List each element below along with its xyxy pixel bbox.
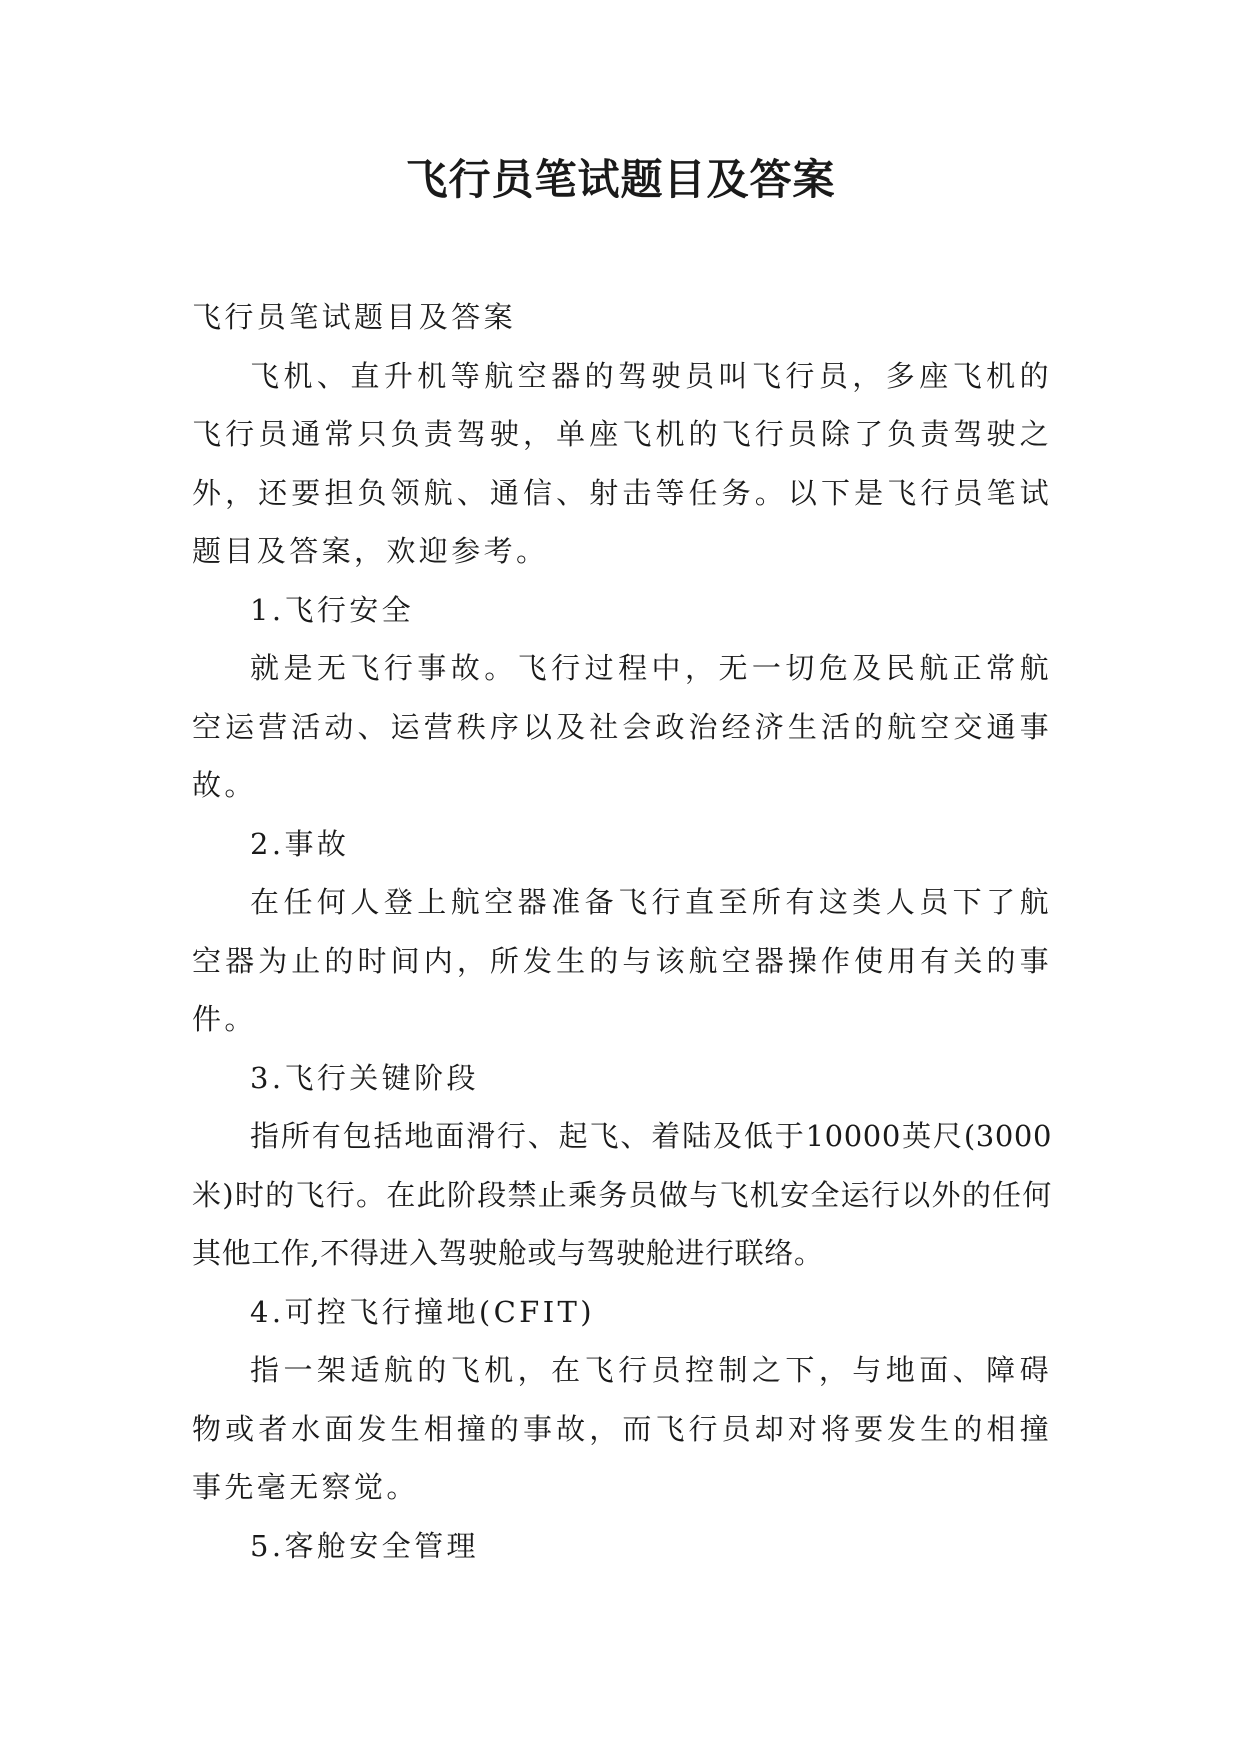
page-title: 飞行员笔试题目及答案 bbox=[405, 155, 836, 204]
section-heading-2: 2.事故 bbox=[250, 826, 350, 861]
section-heading-5: 5.客舱安全管理 bbox=[250, 1528, 479, 1563]
section-heading-4: 4.可控飞行撞地(CFIT) bbox=[250, 1294, 596, 1329]
section-text-2: 在任何人登上航空器准备飞行直至所有这类人员下了航空器为止的时间内，所发生的与该航空器操作使用有关的事件。 bbox=[192, 885, 1052, 1036]
section-heading-1: 1.飞行安全 bbox=[250, 592, 415, 627]
intro-paragraph: 飞机、直升机等航空器的驾驶员叫飞行员，多座飞机的飞行员通常只负责驾驶，单座飞机的飞行员除了负责驾驶之外，还要担负领航、通信、射击等任务。以下是飞行员笔试题目及答案，欢迎参考。 bbox=[192, 358, 1052, 568]
section-heading-3: 3.飞行关键阶段 bbox=[250, 1060, 479, 1095]
section-text-4: 指一架适航的飞机，在飞行员控制之下，与地面、障碍物或者水面发生相撞的事故，而飞行员却对将要发生的相撞事先毫无察觉。 bbox=[192, 1353, 1052, 1504]
section-text-3: 指所有包括地面滑行、起飞、着陆及低于10000英尺(3000米)时的飞行。在此阶段禁止乘务员做与飞机安全运行以外的任何其他工作,不得进入驾驶舱或与驾驶舱进行联络。 bbox=[192, 1119, 1052, 1270]
document-body bbox=[192, 288, 1052, 1575]
section-text-1: 就是无飞行事故。飞行过程中，无一切危及民航正常航空运营活动、运营秩序以及社会政治经济生活的航空交通事故。 bbox=[192, 651, 1052, 802]
document-subtitle: 飞行员笔试题目及答案 bbox=[192, 300, 517, 334]
